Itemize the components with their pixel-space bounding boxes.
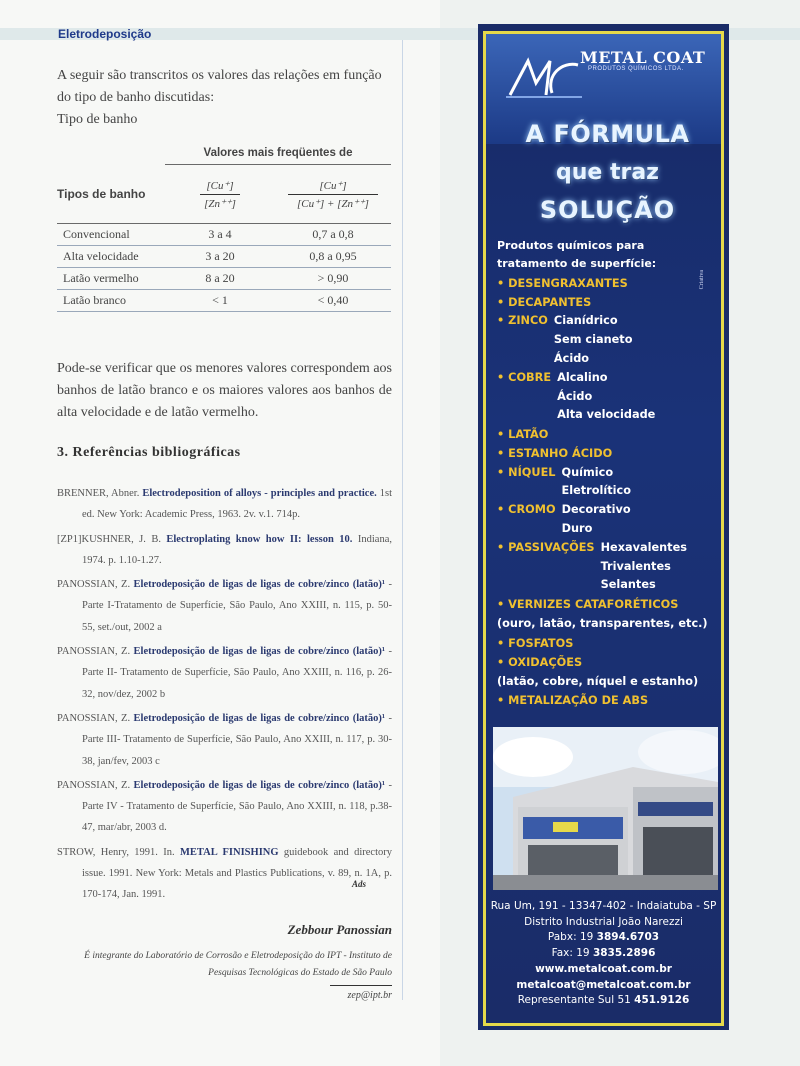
table-row (57, 224, 391, 246)
reference-bold: Electroplating know how II: lesson 10. (166, 533, 353, 545)
ad-product-subtype: Alta velocidade (557, 408, 656, 422)
cell-ratio1: 8 a 20 (165, 268, 275, 290)
ratio2-num: [Cu⁺] (319, 179, 347, 192)
cell-ratio2: > 0,90 (275, 268, 391, 290)
ad-product-subtypes (601, 539, 687, 595)
reference-bold: Electrodeposition of alloys - principles and practice. (142, 488, 377, 499)
reference-item (57, 574, 392, 638)
reference-post: - Parte I-Tratamento de Superfície, São Paulo, Ano XXIII, n. 115, p. 50-55, set./out, 2002 a (82, 579, 392, 633)
ad-product-item (497, 672, 719, 691)
ad-credit: Criativa (699, 270, 705, 290)
ad-product-category: • FOSFATOS (497, 636, 574, 650)
ad-product-category: • ZINCO (497, 314, 548, 328)
rep-number: 451.9126 (634, 994, 690, 1007)
ad-product-item (497, 634, 719, 653)
cell-ratio1: 3 a 20 (165, 246, 275, 268)
ad-product-item (497, 464, 719, 502)
ad-product-item (497, 653, 719, 672)
ad-product-item (497, 595, 719, 614)
reference-pre: PANOSSIAN, Z. (57, 779, 134, 791)
reference-post: Indiana, 1974. p. 1.10-1.27. (82, 533, 392, 566)
ad-product-item (497, 691, 719, 710)
author-name: Zebbour Panossian (287, 922, 392, 937)
ad-product-subtype: Selantes (600, 578, 656, 592)
ad-product-subtype: Duro (561, 521, 593, 535)
cell-ratio2: < 0,40 (275, 290, 391, 312)
cell-tipo: Latão vermelho (57, 268, 165, 290)
ad-brand: METAL COAT (580, 48, 706, 67)
reference-bold: Eletrodeposição de ligas de ligas de cobre/zinco (latão)¹ (133, 712, 386, 724)
fax-number: 3835.2896 (592, 947, 656, 960)
fax-label: Fax: 19 (551, 947, 590, 960)
table-row (57, 268, 391, 290)
ad-product-item (497, 614, 719, 633)
ad-product-category: • NÍQUEL (497, 465, 556, 479)
ad-fax (486, 946, 721, 962)
ad-product-item (497, 369, 719, 425)
cell-tipo: Alta velocidade (57, 246, 165, 268)
factory-photo (493, 727, 718, 890)
ad-product-category: • ESTANHO ÁCIDO (497, 447, 613, 461)
ad-product-subtype: Decorativo (561, 503, 631, 517)
refs-title: 3. Referências bibliográficas (57, 445, 241, 460)
table-super-header: Valores mais freqüentes de (165, 142, 391, 165)
ad-product-subtype: Alcalino (557, 370, 608, 384)
ad-brand-sub: PRODUTOS QUÍMICOS LTDA. (588, 66, 684, 72)
ref-mark: Ads (352, 879, 367, 889)
reference-bold: METAL FINISHING (180, 846, 279, 858)
ad-product-list (497, 274, 719, 710)
col-header-tipo: Tipos de banho (57, 165, 165, 224)
author-affiliation: É integrante do Laboratório de Corrosão e Eletrodeposição do IPT - Instituto de Pesquisas Tecnológicas do Estado de São Paulo (84, 951, 392, 978)
ad-product-subtypes (554, 312, 633, 368)
paragraph-conclusion: Pode-se verificar que os menores valores correspondem aos banhos de latão branco e os maiores valores aos banhos de alta velocidade e de latão vermelho. (57, 361, 392, 420)
ad-product-category: (latão, cobre, níquel e estanho) (497, 674, 699, 688)
reference-item (57, 842, 392, 906)
reference-bold: Eletrodeposição de ligas de ligas de cobre/zinco (latão)¹ (133, 646, 386, 658)
ad-address-line2: Distrito Industrial João Narezzi (524, 915, 683, 928)
intro-line-2: Tipo de banho (57, 112, 138, 127)
reference-bold: Eletrodeposição de ligas de ligas de cobre/zinco (latão)¹ (133, 779, 386, 791)
pabx-number: 3894.6703 (596, 931, 660, 944)
ad-email[interactable]: metalcoat@metalcoat.com.br (516, 978, 691, 991)
reference-pre: BRENNER, Abner. (57, 488, 143, 499)
ad-product-category: • CROMO (497, 503, 556, 517)
ad-product-category: • VERNIZES CATAFORÉTICOS (497, 598, 679, 612)
ad-product-subtype: Ácido (557, 389, 593, 403)
ad-headline-2: que traz (555, 160, 659, 185)
reference-pre: PANOSSIAN, Z. (57, 646, 134, 658)
ad-website[interactable]: www.metalcoat.com.br (535, 962, 672, 975)
section-title: Eletrodeposição (58, 27, 152, 41)
reference-item (57, 775, 392, 839)
ad-product-subtype: Ácido (553, 352, 590, 365)
reference-item (57, 529, 392, 572)
reference-post: - Parte IV - Tratamento de Superfície, São Paulo, Ano XXIII, n. 118, p.38-47, mar/abr, 2003 d. (82, 779, 392, 834)
table-row (57, 246, 391, 268)
ad-product-subtype: Cianídrico (553, 314, 618, 328)
ad-product-item (497, 312, 719, 368)
metalcoat-logo-icon (506, 55, 582, 100)
col-header-ratio1 (165, 165, 275, 224)
table-row (57, 290, 391, 312)
ad-product-category: • COBRE (497, 370, 552, 384)
ad-product-item (497, 293, 719, 312)
ad-address-line1: Rua Um, 191 - 13347-402 - Indaiatuba - SP (490, 900, 717, 912)
reference-post: - Parte II- Tratamento de Superfície, São Paulo, Ano XXIII, n. 116, p. 26-32, nov/dez, 2002 b (82, 646, 392, 700)
ad-pabx (486, 930, 721, 946)
ad-product-category: • OXIDAÇÕES (497, 655, 583, 669)
bath-table (57, 142, 391, 312)
ad-product-subtype: Trivalentes (600, 559, 671, 573)
ad-address-block (486, 899, 721, 1009)
ratio1-num: [Cu⁺] (206, 179, 234, 192)
ad-product-subtypes (557, 369, 655, 425)
cell-ratio1: 3 a 4 (165, 224, 275, 246)
reference-pre: [ZP1]KUSHNER, J. B. (57, 533, 167, 545)
ad-product-category: • METALIZAÇÃO DE ABS (497, 694, 649, 708)
ad-product-category: (ouro, latão, transparentes, etc.) (497, 617, 708, 631)
cell-ratio1: < 1 (165, 290, 275, 312)
reference-pre: PANOSSIAN, Z. (57, 712, 134, 724)
pabx-label: Pabx: 19 (547, 931, 594, 944)
references-list (57, 483, 392, 909)
ratio1-den: [Zn⁺⁺] (200, 194, 240, 210)
ad-intro: Produtos químicos para tratamento de superfície: (497, 239, 657, 270)
affiliation-rule (330, 985, 392, 986)
ad-product-item (497, 444, 719, 463)
ad-product-category: • PASSIVAÇÕES (497, 540, 595, 554)
reference-bold: Eletrodeposição de ligas de ligas de cobre/zinco (latão)¹ (133, 579, 386, 591)
ad-headline-1: A FÓRMULA (525, 120, 690, 148)
reference-post: - Parte III- Tratamento de Superfície, São Paulo, Ano XXIII, n. 117, p. 30-38, jan/fev, 2003 c (82, 712, 392, 767)
cell-tipo: Latão branco (57, 290, 165, 312)
ad-product-category: • DESENGRAXANTES (497, 277, 628, 290)
ad-product-subtypes (562, 464, 631, 502)
cell-ratio2: 0,8 a 0,95 (275, 246, 391, 268)
ad-product-item (497, 501, 719, 539)
column-divider (402, 40, 403, 1000)
intro-text (57, 65, 392, 131)
cell-ratio2: 0,7 a 0,8 (275, 224, 391, 246)
reference-item (57, 483, 392, 526)
ad-product-subtypes (562, 501, 631, 539)
reference-item (57, 641, 392, 705)
reference-item (57, 708, 392, 772)
reference-pre: PANOSSIAN, Z. (57, 579, 134, 591)
ad-product-subtype: Sem cianeto (553, 333, 633, 347)
ad-product-category: • DECAPANTES (497, 296, 592, 310)
ad-product-item (497, 539, 719, 595)
ratio2-den: [Cu⁺] + [Zn⁺⁺] (288, 194, 378, 210)
ad-product-subtype: Químico (561, 465, 614, 479)
intro-line: A seguir são transcritos os valores das relações em função do tipo de banho discutidas: (57, 68, 382, 105)
author-email: zep@ipt.br (347, 990, 392, 1001)
rep-label: Representante Sul 51 (517, 994, 631, 1007)
col-header-ratio2 (275, 165, 391, 224)
ad-product-subtype: Hexavalentes (600, 540, 687, 554)
ad-product-item (497, 425, 719, 444)
ad-product-item (497, 274, 719, 293)
ad-rep (486, 993, 721, 1009)
ad-headline-3: SOLUÇÃO (539, 196, 676, 224)
reference-pre: STROW, Henry, 1991. In. (57, 846, 181, 858)
ad-product-subtype: Eletrolítico (561, 484, 631, 498)
cell-tipo: Convencional (57, 224, 165, 246)
ad-product-category: • LATÃO (497, 428, 549, 442)
reference-post: 1st ed. New York: Academic Press, 1963. 2v. v.1. 714p. (82, 488, 392, 521)
reference-post: guidebook and directory issue. 1991. New York: Metals and Plastics Publications, v. 89, n. 1A, p. 170-174, Jan. 1991. (82, 846, 392, 901)
